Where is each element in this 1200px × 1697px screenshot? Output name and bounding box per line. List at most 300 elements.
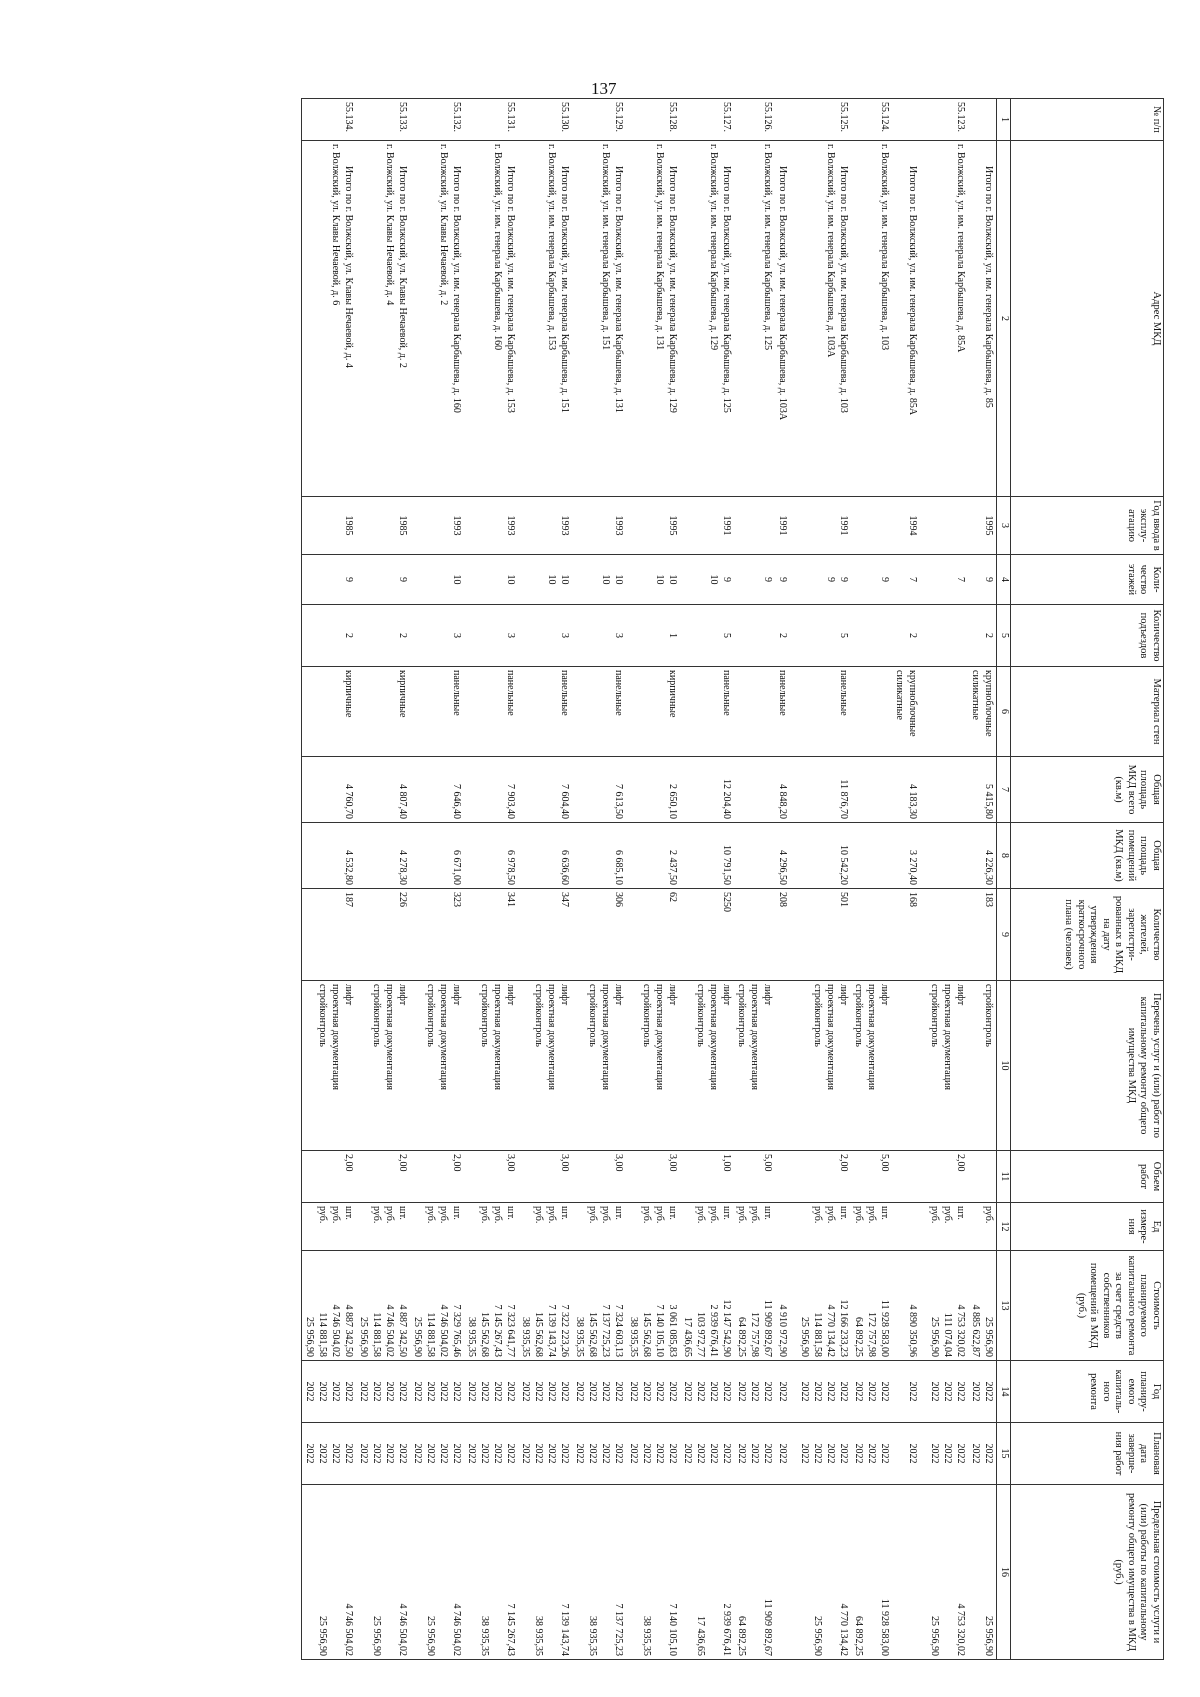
cell-col-5	[969, 605, 998, 667]
cell-col-8	[465, 823, 519, 889]
cell-col-11	[573, 1151, 627, 1203]
table-row	[798, 99, 852, 1660]
cell-col-13	[627, 1251, 681, 1361]
cell-line: 2022	[304, 1443, 316, 1464]
cell-col-10	[928, 981, 969, 1151]
cell-line: 9	[343, 577, 355, 582]
cell-line: руб.	[492, 1206, 504, 1224]
cell-line: руб.	[533, 1206, 545, 1224]
cell-col-8	[928, 823, 969, 889]
cell-col-4	[852, 555, 893, 605]
cell-line: 2022	[812, 1381, 824, 1402]
cell-line: 145 562,68	[479, 1312, 491, 1357]
cell-col-2	[627, 141, 681, 497]
cell-line: 6 978,50	[505, 850, 517, 885]
cell-col-16	[411, 1485, 465, 1660]
cell-line: 38 935,35	[520, 1317, 532, 1357]
cell-line: 4 910 972,90	[777, 1304, 789, 1357]
cell-col-3	[852, 497, 893, 555]
column-number-14: 14	[997, 1361, 1011, 1423]
cell-col-8	[573, 823, 627, 889]
cell-col-1: 55.127.	[681, 99, 735, 141]
cell-line: 114 881,58	[317, 1312, 329, 1357]
cell-line: лифт	[762, 984, 774, 1006]
cell-col-2	[928, 141, 969, 497]
cell-line: 64 892,25	[736, 1616, 748, 1656]
cell-col-2	[465, 141, 519, 497]
cell-line	[492, 1488, 505, 1656]
cell-line: 6 685,10	[613, 850, 625, 885]
cell-line: 2022	[533, 1443, 545, 1464]
cell-col-6	[735, 667, 776, 757]
cell-col-3	[573, 497, 627, 555]
cell-line: 25 956,90	[929, 1616, 941, 1656]
cell-line: 183	[983, 892, 995, 907]
cell-col-14	[573, 1361, 627, 1423]
cell-line	[762, 608, 775, 663]
cell-line: 1	[667, 633, 679, 638]
cell-line: шт.	[559, 1206, 571, 1220]
cell-line	[879, 670, 892, 753]
cell-col-9	[798, 889, 852, 981]
cell-line: 341	[505, 892, 517, 907]
cell-line: 4 753 320,02	[955, 1603, 967, 1656]
cell-col-11	[465, 1151, 519, 1203]
cell-col-4	[928, 555, 969, 605]
cell-line	[955, 892, 968, 977]
cell-line	[942, 1488, 955, 1656]
cell-line: 25 956,90	[317, 1616, 329, 1656]
cell-line: 9	[838, 577, 850, 582]
cell-line: 3,00	[505, 1154, 517, 1172]
cell-line	[879, 760, 892, 819]
cell-line: 114 881,58	[812, 1312, 824, 1357]
cell-line: 7	[955, 577, 967, 582]
cell-line: 2022	[667, 1443, 679, 1464]
cell-col-6	[519, 667, 573, 757]
cell-col-7	[357, 757, 411, 823]
cell-col-7	[302, 757, 357, 823]
cell-line: 25 956,90	[983, 1616, 995, 1656]
cell-col-12	[465, 1203, 519, 1251]
cell-line: шт.	[838, 1206, 850, 1220]
column-number-16: 16	[997, 1485, 1011, 1660]
cell-col-11	[893, 1151, 928, 1203]
column-number-9: 9	[997, 889, 1011, 981]
cell-line: 25 956,90	[358, 1317, 370, 1357]
cell-line: 2022	[929, 1381, 941, 1402]
cell-line: г. Волжский, ул. им. генерала Карбышева, д. 131	[654, 144, 666, 351]
cell-col-14	[465, 1361, 519, 1423]
cell-line: 2022	[412, 1381, 424, 1402]
cell-line: стройконтроль	[317, 984, 329, 1047]
cell-line: 306	[613, 892, 625, 907]
cell-line: 2022	[942, 1381, 954, 1402]
cell-line: 347	[559, 892, 571, 907]
table-row	[928, 99, 969, 1660]
cell-line: Итого по г. Волжский, ул. им. генерала Карбышева, д. 160	[451, 166, 463, 413]
cell-line: руб.	[866, 1206, 878, 1224]
cell-line: панельные	[613, 670, 625, 716]
cell-line: стройконтроль	[853, 984, 865, 1047]
cell-line: 7 145 267,43	[505, 1603, 517, 1656]
cell-col-13	[357, 1251, 411, 1361]
cell-col-11	[928, 1151, 969, 1203]
cell-col-11	[735, 1151, 776, 1203]
cell-line: стройконтроль	[641, 984, 653, 1047]
cell-line: 25 956,90	[812, 1616, 824, 1656]
cell-col-11	[852, 1151, 893, 1203]
cell-line: шт.	[343, 1206, 355, 1220]
cell-col-9	[411, 889, 465, 981]
cell-col-14	[735, 1361, 776, 1423]
cell-col-13	[852, 1251, 893, 1361]
cell-col-5	[798, 605, 852, 667]
cell-line: руб.	[641, 1206, 653, 1224]
cell-line: шт.	[879, 1206, 891, 1220]
cell-col-15	[681, 1423, 735, 1485]
cell-line: 2022	[371, 1443, 383, 1464]
column-header-16: Предельная стоимость услуги и (или) работы по капитальному ремонту общего имущества в МКД (руб.)	[1011, 1485, 1164, 1660]
cell-col-15	[465, 1423, 519, 1485]
cell-col-8	[735, 823, 776, 889]
cell-line	[825, 1488, 838, 1656]
cell-col-12	[411, 1203, 465, 1251]
cell-line: 38 935,35	[628, 1317, 640, 1357]
cell-line: г. Волжский, ул. им. генерала Карбышева, д. 85А	[955, 144, 967, 353]
cell-col-12	[573, 1203, 627, 1251]
cell-line	[955, 826, 968, 885]
cell-line	[879, 892, 892, 977]
cell-line: 38 935,35	[479, 1616, 491, 1656]
cell-col-5	[465, 605, 519, 667]
cell-col-15	[928, 1423, 969, 1485]
cell-col-8	[798, 823, 852, 889]
cell-col-2	[969, 141, 998, 497]
cell-col-7	[573, 757, 627, 823]
cell-col-12	[627, 1203, 681, 1251]
cell-line: лифт	[343, 984, 355, 1006]
cell-line: 2022	[600, 1443, 612, 1464]
cell-line: 7 324 603,13	[613, 1304, 625, 1357]
cell-line: 2022	[397, 1443, 409, 1464]
column-header-4: Коли-чество этажей	[1011, 555, 1164, 605]
cell-line: 4 746 504,02	[438, 1304, 450, 1357]
cell-col-7	[928, 757, 969, 823]
cell-line: руб.	[708, 1206, 720, 1224]
cell-col-1: 55.131.	[465, 99, 519, 141]
cell-col-10	[852, 981, 893, 1151]
cell-line: 4 770 134,42	[838, 1603, 850, 1656]
cell-line	[955, 760, 968, 819]
cell-line: 2022	[438, 1381, 450, 1402]
cell-line	[777, 1206, 790, 1247]
cell-line: 2022	[628, 1381, 640, 1402]
column-number-2: 2	[997, 141, 1011, 497]
cell-line: 2022	[397, 1381, 409, 1402]
cell-line	[546, 1488, 559, 1656]
cell-line: 5250	[721, 892, 733, 912]
cell-col-6	[969, 667, 998, 757]
cell-line: шт.	[613, 1206, 625, 1220]
cell-col-6	[928, 667, 969, 757]
cell-col-4	[465, 555, 519, 605]
column-header-7: Общая площадь МКД всего (кв.м)	[1011, 757, 1164, 823]
cell-line: панельные	[721, 670, 733, 716]
cell-line: 38 935,35	[533, 1616, 545, 1656]
cell-line: 2022	[559, 1381, 571, 1402]
cell-line: руб.	[942, 1206, 954, 1224]
cell-line: 2022	[942, 1443, 954, 1464]
cell-line: лифт	[451, 984, 463, 1006]
cell-col-7	[411, 757, 465, 823]
cell-line: шт.	[762, 1206, 774, 1220]
cell-col-6	[776, 667, 798, 757]
cell-line: стройконтроль	[983, 984, 995, 1047]
cell-line: 4 746 504,02	[397, 1603, 409, 1656]
cell-line: г. Волжский, ул. Клавы Нечаевой, д. 4	[384, 144, 396, 306]
cell-col-12	[302, 1203, 357, 1251]
cell-line	[955, 608, 968, 663]
cell-col-6	[627, 667, 681, 757]
cell-col-3	[928, 497, 969, 555]
cell-line: 2022	[970, 1381, 982, 1402]
cell-line: 1985	[343, 515, 355, 536]
cell-col-1: 55.126.	[735, 99, 776, 141]
cell-line: 3	[559, 633, 571, 638]
cell-col-2	[302, 141, 357, 497]
cell-line: 4 890 350,96	[907, 1304, 919, 1357]
table-row	[573, 99, 627, 1660]
cell-col-13	[969, 1251, 998, 1361]
cell-line: 2022	[520, 1443, 532, 1464]
cell-col-2	[852, 141, 893, 497]
cell-col-15	[302, 1423, 357, 1485]
cell-line: 2 650,10	[667, 784, 679, 819]
cell-line: 4 807,40	[397, 784, 409, 819]
cell-line: 2022	[438, 1443, 450, 1464]
cell-col-6	[465, 667, 519, 757]
cell-col-3	[302, 497, 357, 555]
column-number-1: 1	[997, 99, 1011, 141]
cell-line: руб.	[425, 1206, 437, 1224]
cell-col-12	[735, 1203, 776, 1251]
cell-line: 2022	[777, 1381, 789, 1402]
table-row	[893, 99, 928, 1660]
cell-col-3	[776, 497, 798, 555]
cell-col-12	[681, 1203, 735, 1251]
cell-line: 25 956,90	[799, 1317, 811, 1357]
column-header-10: Перечень услуг и (или) работ по капитальному ремонту общего имущества МКД	[1011, 981, 1164, 1151]
cell-line: проектная документация	[942, 984, 954, 1090]
cell-col-8	[852, 823, 893, 889]
cell-line: 2022	[641, 1381, 653, 1402]
cell-line: 7 137 725,23	[613, 1603, 625, 1656]
cell-line: 2022	[384, 1381, 396, 1402]
cell-col-8	[519, 823, 573, 889]
cell-line: 12 147 542,90	[721, 1299, 733, 1357]
cell-line: 2022	[574, 1443, 586, 1464]
cell-col-5	[776, 605, 798, 667]
cell-line: 64 892,25	[853, 1317, 865, 1357]
cell-col-2	[573, 141, 627, 497]
cell-line: кирпичные	[667, 670, 679, 718]
cell-col-10	[411, 981, 465, 1151]
cell-line: 2022	[682, 1381, 694, 1402]
cell-line: 2022	[736, 1443, 748, 1464]
cell-line: 2022	[466, 1443, 478, 1464]
cell-line: руб.	[600, 1206, 612, 1224]
cell-line: стройконтроль	[812, 984, 824, 1047]
cell-col-15	[411, 1423, 465, 1485]
cell-line: 2	[907, 633, 919, 638]
cell-line: 2022	[799, 1443, 811, 1464]
header-row	[1011, 99, 1164, 1660]
cell-line	[762, 892, 775, 977]
cell-line: 5	[838, 633, 850, 638]
cell-col-10	[969, 981, 998, 1151]
cell-line: шт.	[667, 1206, 679, 1220]
cell-line: 5,00	[879, 1154, 891, 1172]
table-row	[519, 99, 573, 1660]
cell-line: лифт	[613, 984, 625, 1006]
cell-line: руб.	[983, 1206, 995, 1224]
cell-line: 2,00	[955, 1154, 967, 1172]
cell-col-8	[302, 823, 357, 889]
cell-line: 1,00	[721, 1154, 733, 1172]
cell-line: 3,00	[559, 1154, 571, 1172]
cell-col-5	[411, 605, 465, 667]
cell-line: 7 137 725,23	[600, 1304, 612, 1357]
cell-col-8	[411, 823, 465, 889]
cell-line: стройконтроль	[371, 984, 383, 1047]
cell-line: г. Волжский, ул. им. генерала Карбышева, д. 103А	[825, 144, 837, 358]
cell-col-9	[302, 889, 357, 981]
cell-col-5	[357, 605, 411, 667]
cell-line: 10	[600, 574, 612, 585]
cell-line: 1985	[397, 515, 409, 536]
cell-line	[777, 984, 790, 1147]
cell-col-11	[969, 1151, 998, 1203]
table-row	[735, 99, 776, 1660]
cell-line: 168	[907, 892, 919, 907]
cell-col-7	[798, 757, 852, 823]
table-row	[357, 99, 411, 1660]
cell-line: г. Волжский, ул. им. генерала Карбышева, д. 160	[492, 144, 504, 351]
cell-line: 1993	[559, 515, 571, 536]
column-header-11: Объем работ	[1011, 1151, 1164, 1203]
cell-line: 1994	[907, 515, 919, 536]
cell-line: Итого по г. Волжский, ул. им. генерала Карбышева, д. 153	[505, 166, 517, 413]
cell-col-1	[776, 99, 798, 141]
cell-line: 25 956,90	[371, 1616, 383, 1656]
table-row	[681, 99, 735, 1660]
cell-col-9	[928, 889, 969, 981]
cell-line: панельные	[451, 670, 463, 716]
cell-col-14	[852, 1361, 893, 1423]
cell-line: 2022	[777, 1443, 789, 1464]
cell-col-5	[519, 605, 573, 667]
cell-col-14	[302, 1361, 357, 1423]
table-row	[776, 99, 798, 1660]
cell-line: 2022	[425, 1381, 437, 1402]
cell-line: Итого по г. Волжский, ул. Клавы Нечаевой, д. 2	[397, 166, 409, 368]
cell-col-7	[776, 757, 798, 823]
cell-line: 2	[397, 633, 409, 638]
cell-col-3	[735, 497, 776, 555]
cell-col-15	[573, 1423, 627, 1485]
cell-line: 2022	[708, 1381, 720, 1402]
cell-line: 2022	[505, 1381, 517, 1402]
cell-col-10	[573, 981, 627, 1151]
cell-col-12	[357, 1203, 411, 1251]
cell-col-13	[893, 1251, 928, 1361]
cell-line: руб.	[736, 1206, 748, 1224]
cell-col-3	[627, 497, 681, 555]
cell-line: 1991	[777, 515, 789, 536]
column-header-1: № п/п	[1011, 99, 1164, 141]
cell-col-13	[681, 1251, 735, 1361]
cell-col-7	[735, 757, 776, 823]
cell-line	[654, 1488, 667, 1656]
cell-line: 2022	[667, 1381, 679, 1402]
cell-col-9	[573, 889, 627, 981]
cell-line: 38 935,35	[466, 1317, 478, 1357]
cell-line: 7 139 143,74	[559, 1603, 571, 1656]
cell-col-11	[776, 1151, 798, 1203]
cell-line: 3,00	[613, 1154, 625, 1172]
cell-col-14	[776, 1361, 798, 1423]
cell-line: 2,00	[838, 1154, 850, 1172]
cell-col-1	[893, 99, 928, 141]
cell-line: проектная документация	[384, 984, 396, 1090]
cell-line: 2,00	[451, 1154, 463, 1172]
cell-line: 2022	[384, 1443, 396, 1464]
cell-line	[762, 760, 775, 819]
cell-col-14	[969, 1361, 998, 1423]
cell-line: 17 436,65	[695, 1616, 707, 1656]
cell-line: кирпичные	[397, 670, 409, 718]
cell-col-6	[798, 667, 852, 757]
cell-col-16	[969, 1485, 998, 1660]
cell-line: 1991	[721, 515, 733, 536]
column-header-14: Год планиру-емого капиталь-ного ремонта	[1011, 1361, 1164, 1423]
cell-col-6	[852, 667, 893, 757]
table-body	[302, 99, 997, 1660]
cell-line: проектная документация	[654, 984, 666, 1090]
cell-line: 172 757,98	[749, 1312, 761, 1357]
cell-line: 4 183,30	[907, 784, 919, 819]
cell-col-5	[852, 605, 893, 667]
cell-col-10	[465, 981, 519, 1151]
cell-col-3	[969, 497, 998, 555]
cell-line: 114 881,58	[425, 1312, 437, 1357]
cell-line: 2022	[799, 1381, 811, 1402]
cell-line: 64 892,25	[736, 1317, 748, 1357]
column-number-12: 12	[997, 1203, 1011, 1251]
cell-col-4	[302, 555, 357, 605]
column-header-13: Стоимость планируемого капитального ремонта за счет средств собственников помещений в МКД (руб.)	[1011, 1251, 1164, 1361]
cell-line: 10 791,50	[721, 845, 733, 885]
cell-line: 145 562,68	[533, 1312, 545, 1357]
cell-line: 2022	[451, 1443, 463, 1464]
cell-col-9	[969, 889, 998, 981]
cell-line: руб.	[929, 1206, 941, 1224]
cell-line: 7 329 765,46	[451, 1304, 463, 1357]
cell-line: 2022	[520, 1381, 532, 1402]
cell-line: 4 887 342,50	[397, 1304, 409, 1357]
cell-line: 145 562,68	[641, 1312, 653, 1357]
